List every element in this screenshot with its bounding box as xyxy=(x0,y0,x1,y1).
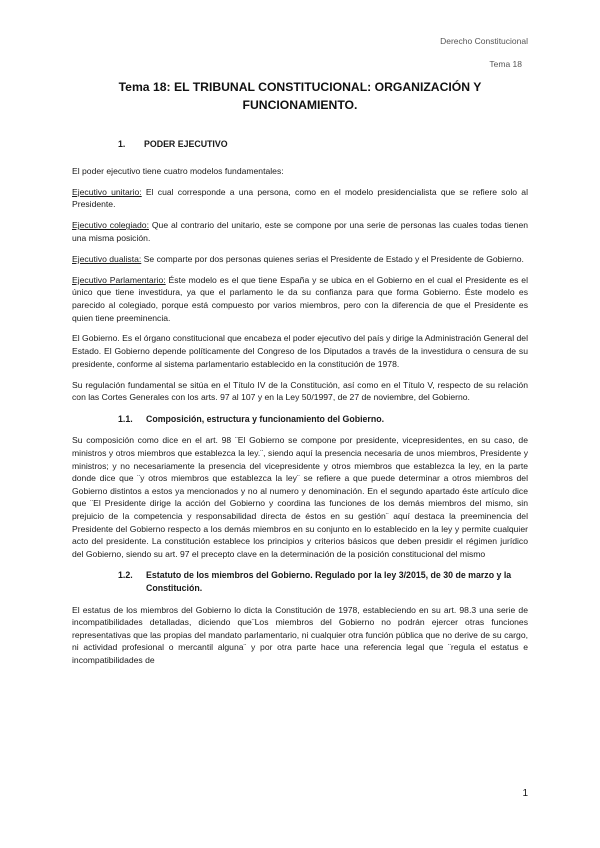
running-header-tema: Tema 18 xyxy=(489,59,522,69)
model-term: Ejecutivo dualista: xyxy=(72,253,142,264)
subsection-label: Estatuto de los miembros del Gobierno. Regulado por la ley 3/2015, de 30 de marzo y la Constitución. xyxy=(146,570,512,593)
model-term: Ejecutivo colegiado: xyxy=(72,220,149,231)
running-header-course: Derecho Constitucional xyxy=(440,36,528,46)
model-term: Ejecutivo Parlamentario: xyxy=(72,274,166,285)
section-number: 1. xyxy=(118,139,126,149)
section-label: PODER EJECUTIVO xyxy=(144,139,228,149)
subsection-number: 1.1. xyxy=(118,413,133,424)
page-number: 1 xyxy=(522,788,528,799)
regulacion-paragraph: Su regulación fundamental se sitúa en el Título IV de la Constitución, así como en el Título V, respecto de su relación con las Cortes Generales con los arts. 97 al 107 y en la Ley 50/1997, de 27 de noviembre, del Gobierno. xyxy=(72,379,528,403)
subsection-heading-estatuto xyxy=(72,569,528,594)
document-title: Tema 18: EL TRIBUNAL CONSTITUCIONAL: ORGANIZACIÓN Y FUNCIONAMIENTO. xyxy=(118,80,482,112)
model-colegiado-paragraph xyxy=(72,219,528,244)
subsection-label: Composición, estructura y funcionamiento del Gobierno. xyxy=(146,413,385,424)
model-text: Que al contrario del unitario, este se compone por una serie de personas las cuales todas tienen una misma posición. xyxy=(72,220,529,243)
model-text: El cual corresponde a una persona, como en el modelo presidencialista que se refiere solo al Presidente. xyxy=(72,186,528,210)
composicion-paragraph: Su composición como dice en el art. 98 ¨El Gobierno se compone por presidente, vicepresidentes, en su caso, de ministros y otros miembros que establezca la ley.¨, siendo aquí la presencia necesaria de unos miembros, Presidente y ministros; y no necesariamente la presencia del vicepresidente y otros miembros que establezca la ley, en la parte donde dice que ¨y otros miembros que establezca la ley¨ se refiere a que puede determinar a otros miembros del Gobierno distintos a estos ya mencionados y no al numero y denominación. En el segundo apartado éste artículo dice que ¨El Presidente dirige la acción del Gobierno y coordina las funciones de los demás miembros del mismo, sin prejuicio de la competencia y responsabilidad directa de éstos en su gestión¨ aquí destaca la preeminencia del Presidente del Gobierno respecto a los demás miembros en su conjunto en lo establecido en la ley y permite cualquier acto del presidente. La constitución establece los principios y criterios básicos que deben presidir el régimen jurídico del Gobierno, siendo su art. 97 el precepto clave en la determinación de la posición constitucional del mismo xyxy=(72,435,528,559)
model-text: Se comparte por dos personas quienes serias el Presidente de Estado y el Presidente de Gobierno. xyxy=(141,253,524,264)
model-text: Éste modelo es el que tiene España y se ubica en el Gobierno en el cual el Presidente es el único que tiene investidura, ya que el parlamento le da su confianza para que forma Gobierno. Éste modelo es parecido al colegiado, porque está compuesto por varios miembros, pero con la diferencia de que el Presidente es quien tiene preeminencia. xyxy=(72,274,528,323)
model-parlamentario-paragraph xyxy=(72,274,528,324)
subsection-heading-composicion xyxy=(72,413,528,426)
document-body xyxy=(72,138,528,675)
section-heading-poder-ejecutivo xyxy=(72,138,528,151)
subsection-number: 1.2. xyxy=(118,570,133,581)
intro-paragraph: El poder ejecutivo tiene cuatro modelos fundamentales: xyxy=(72,165,284,176)
model-dualista-paragraph xyxy=(72,253,528,266)
gobierno-paragraph: El Gobierno. Es el órgano constitucional que encabeza el poder ejecutivo del país y dirige la Administración General del Estado. El Gobierno depende políticamente del Congreso de los Diputados a través de la investidura o censura de su presidente, conforme al sistema parlamentario establecido en la constitución de 1978. xyxy=(72,333,528,369)
estatuto-paragraph: El estatus de los miembros del Gobierno lo dicta la Constitución de 1978, estableciendo en su art. 98.3 una serie de incompatibilidades detalladas, diciendo que¨Los miembros del Gobierno no podrán ejercer otras funciones representativas que las propias del mandato parlamentario, ni cualquier otra función pública que no derive de su cargo, ni actividad profesional o mercantil alguna¨ y por otra parte hace una referencia legal que ¨regula el estatus e incompatibilidades de xyxy=(72,604,528,665)
model-unitario-paragraph xyxy=(72,186,528,211)
model-term: Ejecutivo unitario: xyxy=(72,186,142,197)
